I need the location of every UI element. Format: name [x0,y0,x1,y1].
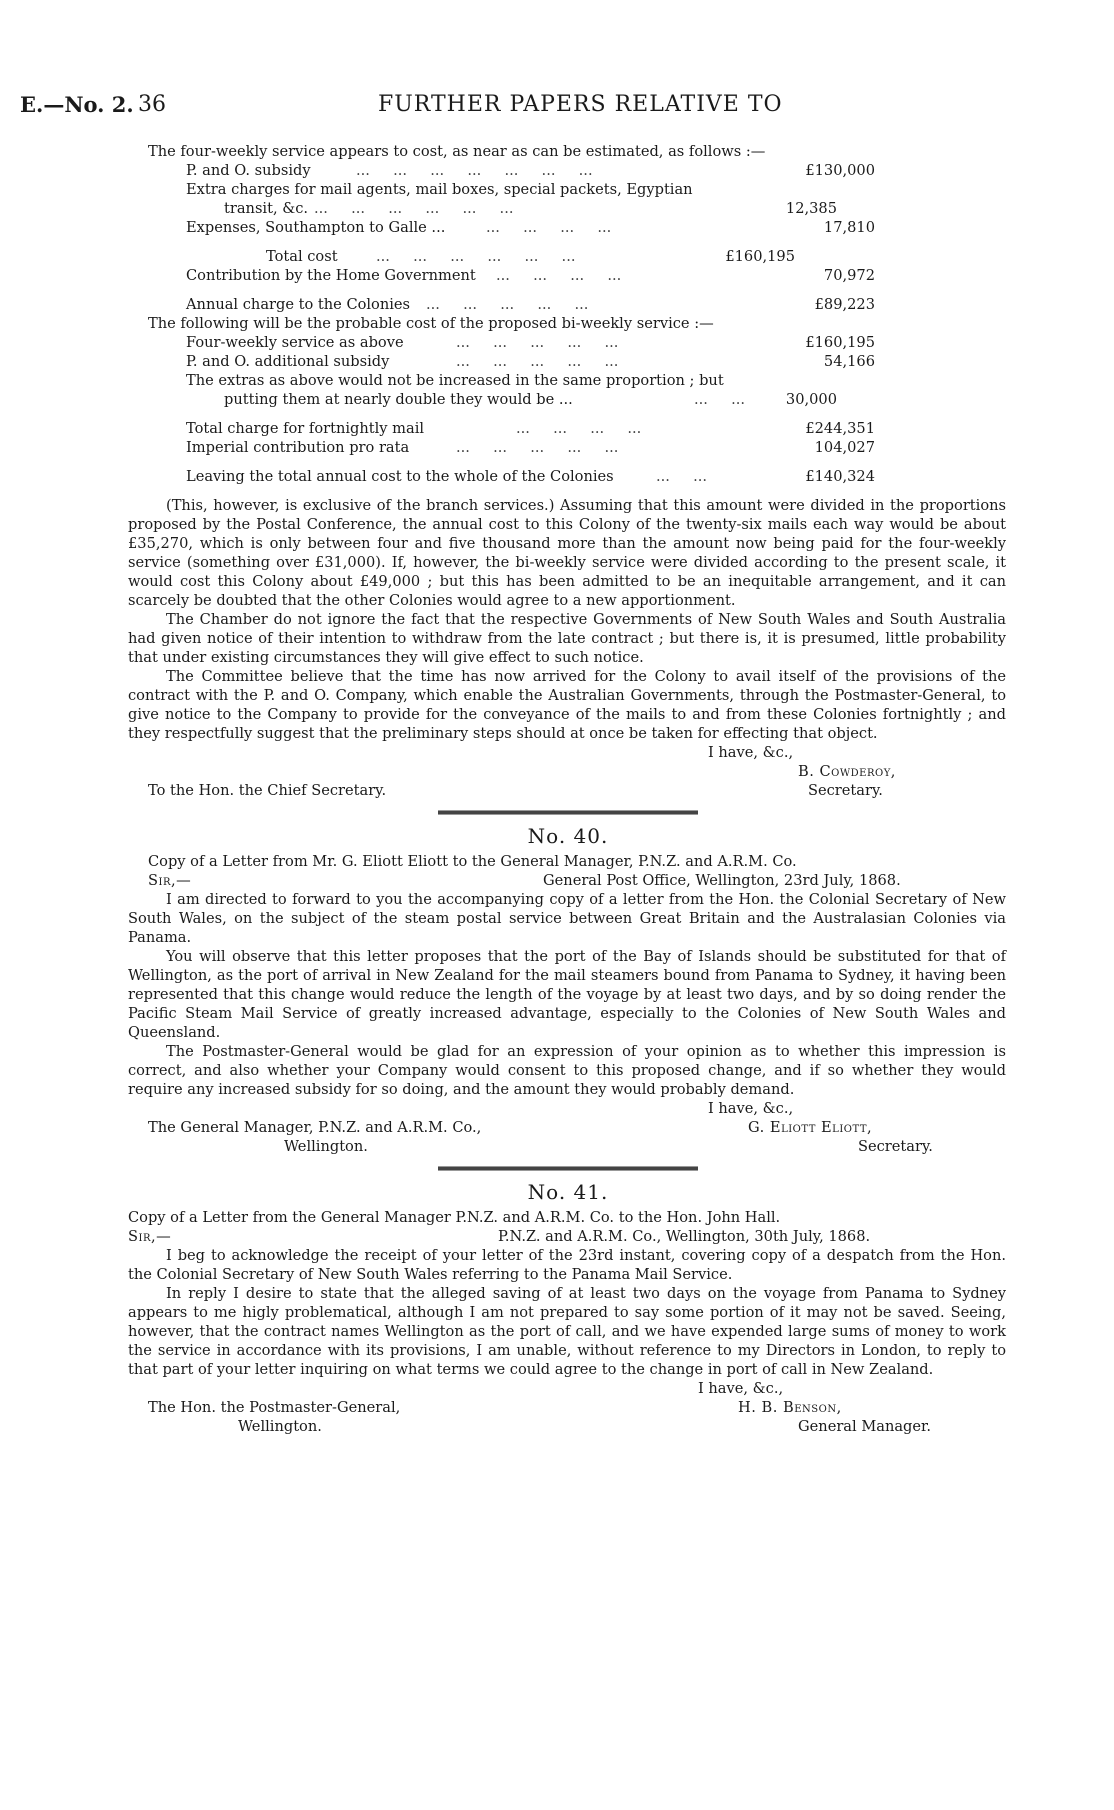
total-cost-label: Total cost [266,248,338,265]
cost-line-label: Expenses, Southampton to Galle ... [186,219,446,236]
signatory-name: G. Eliott Eliott, [748,1119,873,1136]
paragraph: The Postmaster-General would be glad for an expression of your opinion as to whether this impression is correct, and also whether your Company would consent to this proposed change, and if so whether they would require any increased subsidy for so doing, and the amount they would probably demand. [128,1043,1006,1098]
biweekly-line-amount: £160,195 [805,334,875,351]
addressee: To the Hon. the Chief Secretary. [148,782,387,799]
paragraph: The Chamber do not ignore the fact that the respective Governments of New South Wales and South Australia had given notice of their intention to withdraw from the late contract ; but there is, it is presumed, little probability that under existing circumstances they will give effect to such notice. [128,611,1006,666]
salutation: Sir,— [148,872,192,889]
page-header [20,92,1020,122]
paragraph: The Committee believe that the time has now arrived for the Colony to avail itself of the provisions of the contract with the P. and O. Company, which enable the Australian Governments, through the Postmaster-General, to give notice to the Company to provide for the conveyance of the mails to and from these Colonies fortnightly ; and they respectfully suggest that the preliminary steps should at once be taken for effecting that object. [128,668,1006,742]
annual-charge-label: Annual charge to the Colonies [186,296,411,313]
paragraph: You will observe that this letter proposes that the port of the Bay of Islands should be substituted for that of Wellington, as the port of arrival in New Zealand for the mail steamers bound from Panama to Sydney, it having been represented that this change would reduce the length of the voyage by at least two days, and by so doing render the Pacific Steam Mail Service of greatly increased advantage, especially to the Colonies of New South Wales and Queensland. [128,948,1006,1041]
cost-line-label: transit, &c. [224,200,309,217]
section-divider [438,810,698,815]
signatory-name: H. B. Benson, [738,1399,842,1416]
paragraph: In reply I desire to state that the alleged saving of at least two days on the voyage from Panama to Sydney appears to me higly problematical, although I am not prepared to say some portion of it may not be saved. Seeing, however, that the contract names Wellington as the port of call, and we have expended large sums of money to work the service in accordance with its provisions, I am unable, without reference to my Directors in London, to reply to that part of your letter inquiring on what terms we could agree to the change in port of call in New Zealand. [128,1285,1006,1378]
paragraph: (This, however, is exclusive of the branch services.) Assuming that this amount were divided in the proportions proposed by the Postal Conference, the annual cost to this Colony of the twenty-six mails each way would be about £35,270, which is only between four and five thousand more than the amount now being paid for the four-weekly service (something over £31,000). If, however, the bi-weekly service were divided according to the present scale, it would cost this Colony about £49,000 ; but this has been admitted to be an inequitable arrangement, and it can scarcely be doubted that the other Colonies would agree to a new apportionment. [128,497,1006,609]
paragraph: I am directed to forward to you the accompanying copy of a letter from the Hon. the Colonial Secretary of New South Wales, on the subject of the steam postal service between Great Britain and the Australasian Colonies via Panama. [128,891,1006,946]
addressee-location: Wellington. [238,1418,322,1435]
biweekly-line-label: putting them at nearly double they would be ... [224,391,573,408]
biweekly-line-label: The extras as above would not be increased in the same proportion ; but [186,372,724,389]
letter-place-date: General Post Office, Wellington, 23rd July, 1868. [543,872,901,889]
section-divider [438,1166,698,1171]
page-number: 36 [138,92,166,117]
fortnightly-amount: £244,351 [805,420,875,437]
signature-block [148,743,988,762]
leaving-total-amount: £140,324 [805,468,875,485]
biweekly-line-amount: 30,000 [785,391,837,408]
biweekly-line-label: P. and O. additional subsidy [186,353,390,370]
signatory-role: Secretary. [858,1138,933,1155]
letter-subtitle: Copy of a Letter from the General Manager P.N.Z. and A.R.M. Co. to the Hon. John Hall. [128,1209,781,1226]
addressee-location: Wellington. [284,1138,368,1155]
salutation: Sir,— [128,1228,172,1245]
cost-line-amount: £130,000 [805,162,875,179]
total-cost-amount: £160,195 [725,248,795,265]
cost-statement: The four-weekly service appears to cost, as near as can be estimated, as follows :— P. and O. subsidy ... ... ... ... ... ... ... £130,000 Extra charges for mail agents, mail boxes, special packets, Egyptian transit, &c. ... ... ... ... ... ... 12,385 Expenses, Southampton to Galle ... ... ... ... ... 17,810 Total cost ... ... ... ... ... ... £160,195 Contribution by the Home Government ... ... ... ... 70,972 Annual charge to the Colonies ... ... ... ... ... £89,223 The following will be the probable cost of the proposed bi-weekly service :— Four-weekly service as above ... ... ... ... ... £160,195 P. and O. additional subsidy ... ... ... ... ... 54,166 The extras as above would not be increased in the same proportion ; but putting them at nearly double they would be ... ... ... 30,000 Total charge for fortnightly mail ... ... ... ... £244,351 Imperial contribution pro rata ... ... ... ... ... 104,027 Leaving the total annual cost to the whole of the Colonies ... ... £140,324 [148,143,875,485]
signatory-role: Secretary. [808,782,883,799]
cost-line-label: Extra charges for mail agents, mail boxes, special packets, Egyptian [186,181,693,198]
document-body [128,142,1006,1436]
home-contribution-amount: 70,972 [823,267,875,284]
addressee: The Hon. the Postmaster-General, [148,1399,401,1416]
letter-subtitle: Copy of a Letter from Mr. G. Eliott Eliott to the General Manager, P.N.Z. and A.R.M. Co. [148,853,797,870]
biweekly-line-label: Four-weekly service as above [186,334,404,351]
section-heading: No. 40. [527,824,609,848]
paragraph: I beg to acknowledge the receipt of your letter of the 23rd instant, covering copy of a despatch from the Hon. the Colonial Secretary of New South Wales referring to the Panama Mail Service. [128,1247,1006,1283]
addressee: The General Manager, P.N.Z. and A.R.M. Co., [148,1119,482,1136]
cost-line-label: P. and O. subsidy [186,162,311,179]
running-title: FURTHER PAPERS RELATIVE TO [378,92,783,117]
cost-intro: The four-weekly service appears to cost, as near as can be estimated, as follows :— [148,143,766,160]
cost-line-amount: 17,810 [823,219,875,236]
signatory-name: B. Cowderoy, [798,763,896,780]
closing: I have, &c., [708,1100,794,1117]
annual-charge-amount: £89,223 [814,296,875,313]
imperial-label: Imperial contribution pro rata [186,439,410,456]
signatory-role: General Manager. [798,1418,932,1435]
document-reference: E.—No. 2. [20,92,134,117]
home-contribution-label: Contribution by the Home Government [186,267,476,284]
closing: I have, &c., [698,1380,784,1397]
imperial-amount: 104,027 [814,439,875,456]
section-heading: No. 41. [527,1180,609,1204]
biweekly-line-amount: 54,166 [823,353,875,370]
closing: I have, &c., [708,744,794,761]
cost-line-amount: 12,385 [785,200,837,217]
letter-place-date: P.N.Z. and A.R.M. Co., Wellington, 30th July, 1868. [498,1228,871,1245]
biweekly-intro: The following will be the probable cost of the proposed bi-weekly service :— [148,315,714,332]
leaving-total-label: Leaving the total annual cost to the whole of the Colonies [186,468,614,485]
fortnightly-label: Total charge for fortnightly mail [186,420,425,437]
